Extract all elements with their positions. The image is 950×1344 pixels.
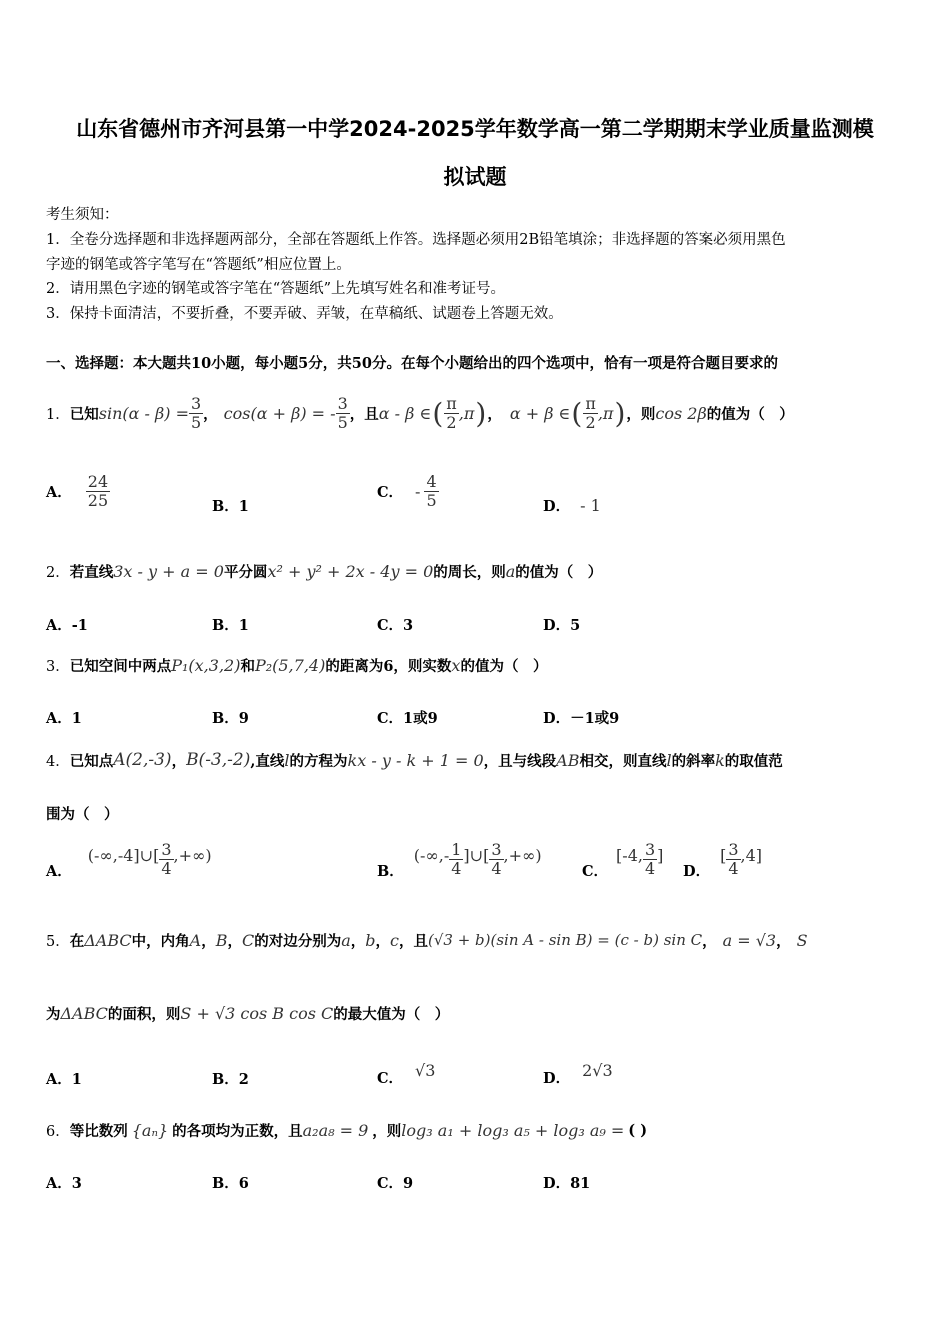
q6-text: 的各项均为正数，且 bbox=[172, 1122, 303, 1140]
fraction: $\frac{\pi}{2}$ bbox=[446, 393, 457, 432]
q4-option-b bbox=[377, 836, 542, 882]
q3-math: P₂(5,7,4) bbox=[254, 655, 326, 675]
q2-math: x² + y² + 2x - 4y = 0 bbox=[267, 561, 434, 581]
q5-math: c bbox=[390, 930, 399, 950]
q6-math: log₃ a₁ + log₃ a₅ + log₃ a₉ = bbox=[401, 1120, 625, 1140]
q4-option-a bbox=[46, 836, 212, 882]
q2-option-a: A．-1 bbox=[46, 617, 88, 634]
q5-option-c bbox=[377, 1058, 435, 1088]
q4-option-d bbox=[683, 836, 762, 882]
q3-text: 的距离为6，则实数 bbox=[325, 657, 452, 675]
question-1 bbox=[46, 390, 794, 436]
option-math: ,+∞) bbox=[173, 845, 212, 865]
q1-math: sin(α - β) = bbox=[98, 403, 189, 423]
q5-text: 的面积，则 bbox=[107, 1005, 181, 1023]
q2-math: 3x - y + a = 0 bbox=[113, 561, 224, 581]
paren: ) bbox=[614, 396, 626, 430]
q5-math: a = √3 bbox=[722, 930, 777, 950]
q3-option-c: C．1或9 bbox=[377, 710, 438, 727]
q4-math: AB bbox=[556, 750, 580, 770]
q5-text: ， bbox=[375, 932, 391, 950]
q5-option-d bbox=[543, 1058, 613, 1088]
paren: ) bbox=[475, 396, 487, 430]
q1-text: 的值为（ ） bbox=[706, 405, 794, 423]
q1-option-d bbox=[543, 495, 601, 516]
q5-math: ΔABC bbox=[60, 1003, 108, 1023]
q1-text: ， bbox=[487, 405, 502, 423]
q1-math: α - β ∈ bbox=[378, 403, 432, 423]
question-number: 1． bbox=[46, 406, 70, 423]
q3-text: 和 bbox=[240, 657, 255, 675]
q4-math: l bbox=[284, 750, 290, 770]
notice-heading: 考生须知： bbox=[46, 207, 119, 223]
q5-math: (√3 + b)(sin A - sin B) = (c - b) sin C bbox=[427, 931, 703, 949]
option-math: ]∪[ bbox=[463, 845, 490, 865]
option-label: D． bbox=[683, 862, 711, 880]
question-number: 5． bbox=[46, 933, 70, 950]
q4-text: ，且与线段 bbox=[483, 752, 557, 770]
q2-option-c: C．3 bbox=[377, 617, 414, 634]
q5-text: ， bbox=[776, 932, 791, 950]
q4-text: ,直线 bbox=[250, 752, 285, 770]
q1-text: ，则 bbox=[626, 405, 656, 423]
question-2 bbox=[46, 556, 602, 586]
option-value: 2√3 bbox=[582, 1061, 613, 1080]
option-label: C． bbox=[582, 862, 609, 880]
q5-math: B bbox=[215, 930, 228, 950]
question-3 bbox=[46, 650, 547, 680]
q5-text: 中，内角 bbox=[131, 932, 190, 950]
q4-math: B(-3,-2) bbox=[186, 750, 251, 770]
option-value: √3 bbox=[415, 1061, 436, 1080]
option-math: (-∞,- bbox=[413, 845, 450, 865]
q4-text: 的方程为 bbox=[289, 752, 348, 770]
q6-option-d: D．81 bbox=[543, 1175, 591, 1192]
q5-option-b: B．2 bbox=[212, 1071, 249, 1088]
fraction: $\frac{4}{5}$ bbox=[426, 471, 437, 510]
question-number: 3． bbox=[46, 658, 70, 675]
question-5-cont bbox=[46, 998, 449, 1028]
q6-text: ( ) bbox=[628, 1121, 648, 1139]
q6-option-c: C．9 bbox=[377, 1175, 414, 1192]
option-value: 1 bbox=[238, 498, 249, 515]
option-label: B． bbox=[377, 862, 404, 880]
notice-item-2: 2．请用黑色字迹的钢笔或答字笔在“答题纸”上先填写姓名和准考证号。 bbox=[46, 281, 506, 297]
fraction: $\frac{\pi}{2}$ bbox=[585, 393, 596, 432]
notice-item-1b: 字迹的钢笔或答字笔写在“答题纸”相应位置上。 bbox=[46, 257, 351, 273]
q5-option-a: A．1 bbox=[46, 1071, 82, 1088]
q5-text: ， bbox=[227, 932, 242, 950]
q5-text: ， bbox=[201, 932, 216, 950]
q5-math: a bbox=[341, 930, 351, 950]
option-label: C． bbox=[377, 483, 404, 501]
q4-math: k bbox=[715, 750, 725, 770]
option-math: ,4] bbox=[740, 845, 763, 865]
q1-text: ，且 bbox=[349, 405, 379, 423]
q1-text: ， bbox=[203, 405, 218, 423]
q3-option-b: B．9 bbox=[212, 710, 249, 727]
q4-math: l bbox=[666, 750, 672, 770]
option-label: B． bbox=[212, 498, 239, 515]
q6-option-a: A．3 bbox=[46, 1175, 82, 1192]
q3-text: 的值为（ ） bbox=[460, 657, 548, 675]
notice-item-3: 3．保持卡面清洁，不要折叠，不要弄破、弄皱，在草稿纸、试题卷上答题无效。 bbox=[46, 306, 563, 322]
question-6 bbox=[46, 1112, 647, 1148]
fraction: $\frac{3}{4}$ bbox=[491, 839, 502, 878]
q6-math: a₂a₈ = 9 bbox=[302, 1120, 369, 1140]
q3-math: x bbox=[451, 655, 461, 675]
fraction: $\frac{3}{5}$ bbox=[337, 393, 348, 432]
q4-text: 相交，则直线 bbox=[579, 752, 667, 770]
option-label: D． bbox=[543, 1070, 571, 1087]
q1-math: ,π bbox=[597, 403, 614, 423]
fraction: $\frac{3}{5}$ bbox=[190, 393, 202, 432]
q5-text: 的对边分别为 bbox=[254, 932, 342, 950]
q2-text: 的值为（ ） bbox=[515, 563, 603, 581]
q5-text: ， bbox=[350, 932, 366, 950]
q6-math: {aₙ} bbox=[131, 1120, 169, 1140]
page-title-line2: 拟试题 bbox=[443, 165, 507, 189]
q2-option-b: B．1 bbox=[212, 617, 249, 634]
option-value: - 1 bbox=[580, 496, 601, 515]
paren: ( bbox=[571, 396, 583, 430]
q2-text: 平分圆 bbox=[223, 563, 268, 581]
option-math: [-4, bbox=[616, 845, 643, 865]
q5-math: S bbox=[796, 930, 808, 950]
q4-text: ， bbox=[171, 752, 187, 770]
q1-option-a bbox=[46, 468, 110, 514]
q1-option-c bbox=[377, 468, 439, 514]
q5-text: ， bbox=[702, 932, 717, 950]
q1-math: cos 2β bbox=[655, 403, 707, 423]
fraction: $\frac{24}{25}$ bbox=[87, 471, 109, 510]
q6-text: 等比数列 bbox=[69, 1122, 128, 1140]
q6-option-b: B．6 bbox=[212, 1175, 249, 1192]
q3-math: P₁(x,3,2) bbox=[171, 655, 241, 675]
fraction: $\frac{3}{4}$ bbox=[161, 839, 172, 878]
q5-text: 为 bbox=[46, 1005, 61, 1023]
question-number: 2． bbox=[46, 564, 70, 581]
option-math: ] bbox=[657, 845, 664, 865]
q5-math: C bbox=[241, 930, 255, 950]
notice-item-1a: 1．全卷分选择题和非选择题两部分，全部在答题纸上作答。选择题必须用2B铅笔填涂；非选择题的答案必须用黑色 bbox=[46, 232, 786, 248]
page-title-line1: 山东省德州市齐河县第一中学2024-2025学年数学高一第二学期期末学业质量监测模 bbox=[76, 117, 874, 141]
q5-text: 的最大值为（ ） bbox=[333, 1005, 450, 1023]
fraction: $\frac{3}{4}$ bbox=[644, 839, 656, 878]
q2-text: 的周长，则 bbox=[433, 563, 506, 581]
q4-text-cont: 围为（ ） bbox=[46, 806, 119, 823]
q5-math: S + √3 cos B cos C bbox=[180, 1003, 334, 1023]
q1-text: 已知 bbox=[69, 405, 99, 423]
option-math: (-∞,-4]∪[ bbox=[87, 845, 160, 865]
q2-math: a bbox=[505, 561, 516, 581]
fraction: $\frac{3}{4}$ bbox=[728, 839, 739, 878]
q5-math: A bbox=[189, 930, 202, 950]
option-label: D． bbox=[543, 498, 571, 515]
q2-text: 若直线 bbox=[69, 563, 114, 581]
q1-math: α + β ∈ bbox=[509, 403, 571, 423]
question-number: 6． bbox=[46, 1123, 70, 1140]
q5-text: ，且 bbox=[398, 932, 428, 950]
question-number: 4． bbox=[46, 753, 70, 770]
paren: ( bbox=[432, 396, 444, 430]
q5-math: b bbox=[365, 930, 376, 950]
q3-option-a: A．1 bbox=[46, 710, 82, 727]
question-4 bbox=[46, 740, 783, 780]
option-label: A． bbox=[46, 483, 72, 501]
q4-text: 的斜率 bbox=[671, 752, 716, 770]
q1-math: ,π bbox=[458, 403, 475, 423]
q2-option-d: D．5 bbox=[543, 617, 581, 634]
q1-math: cos(α + β) = - bbox=[223, 403, 336, 423]
q3-text: 已知空间中两点 bbox=[69, 657, 172, 675]
q3-option-d: D．－1或9 bbox=[543, 710, 620, 727]
q4-math: A(2,-3) bbox=[113, 750, 172, 770]
fraction: $\frac{1}{4}$ bbox=[451, 839, 462, 878]
option-label: A． bbox=[46, 862, 72, 880]
q1-option-b bbox=[212, 495, 249, 516]
section-heading: 一、选择题：本大题共10小题，每小题5分，共50分。在每个小题给出的四个选项中，恰有一项是符合题目要求的 bbox=[46, 355, 778, 372]
q4-text: 已知点 bbox=[69, 752, 114, 770]
option-value: - bbox=[415, 481, 421, 501]
q4-text: 的取值范 bbox=[724, 752, 783, 770]
q5-math: ΔABC bbox=[84, 930, 132, 950]
q6-text: ，则 bbox=[372, 1122, 402, 1140]
q4-math: kx - y - k + 1 = 0 bbox=[347, 750, 484, 770]
q4-option-c bbox=[582, 836, 663, 882]
option-label: C． bbox=[377, 1070, 404, 1087]
option-math: ,+∞) bbox=[503, 845, 542, 865]
option-math: [ bbox=[720, 845, 727, 865]
question-5 bbox=[46, 920, 808, 960]
q5-text: 在 bbox=[69, 932, 85, 950]
